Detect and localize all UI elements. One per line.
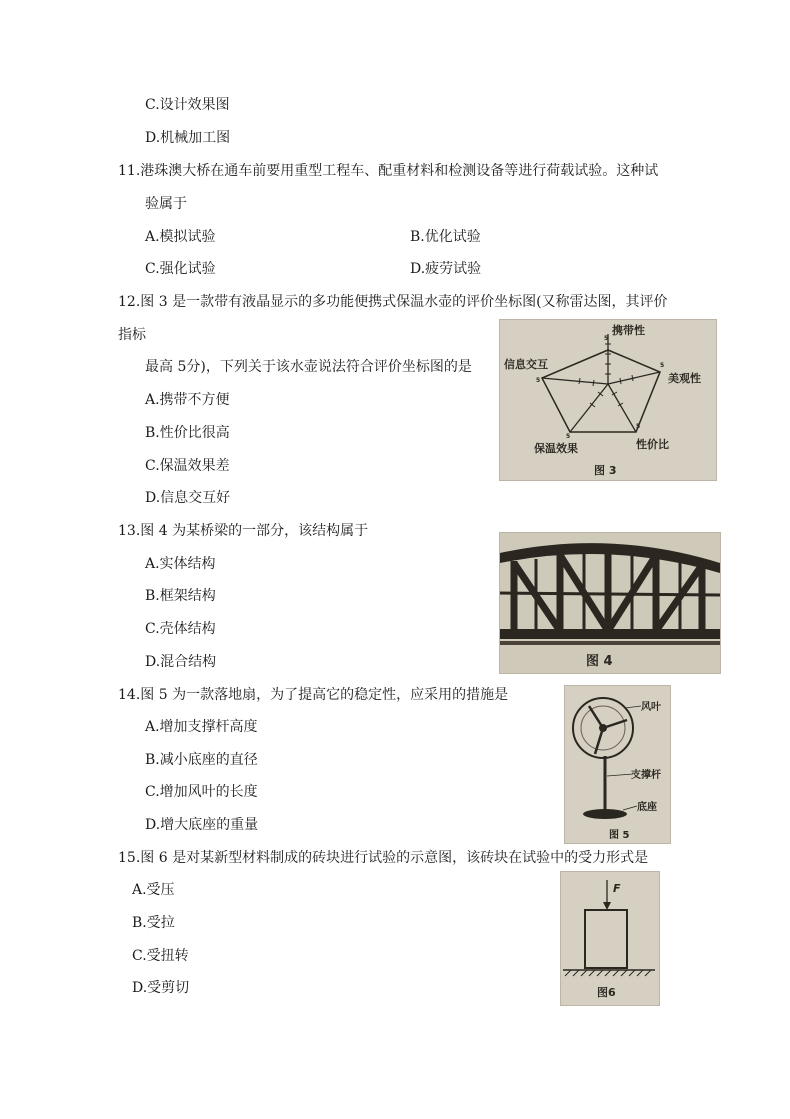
radar-max-top: 5: [604, 335, 609, 342]
radar-axis-bottom-left: [570, 384, 608, 432]
q13-option-d: D.混合结构: [145, 654, 217, 670]
q12-option-a: A.携带不方便: [145, 392, 230, 408]
q12-option-d: D.信息交互好: [145, 490, 231, 506]
q11-stem: 11.港珠澳大桥在通车前要用重型工程车、配重材料和检测设备等进行荷载试验。这种试: [118, 163, 659, 179]
q13-stem: 13.图 4 为某桥梁的一部分，该结构属于: [118, 523, 369, 539]
q13-option-a: A.实体结构: [145, 556, 216, 572]
q12-stem: 12.图 3 是一款带有液晶显示的多功能便携式保温水壶的评价坐标图(又称雷达图，其评价: [118, 294, 668, 310]
radar-axis-right: [608, 372, 660, 384]
q10-option-c: C.设计效果图: [145, 97, 230, 113]
q14-option-b: B.减小底座的直径: [145, 752, 258, 768]
figure-4-caption: 图 4: [586, 654, 613, 669]
radar-axis-bottom-right: [608, 384, 636, 432]
radar-label-interaction: 信息交互: [504, 358, 548, 371]
ground-hatching: [565, 970, 651, 976]
fan-label-base: 底座: [637, 802, 657, 813]
q14-stem: 14.图 5 为一款落地扇，为了提高它的稳定性，应采用的措施是: [118, 687, 509, 703]
q14-option-c: C.增加风叶的长度: [145, 784, 258, 800]
q15-option-a: A.受压: [132, 882, 175, 898]
figure-6-caption: 图6: [597, 986, 616, 999]
radar-label-insulation: 保温效果: [534, 442, 578, 455]
force-label: F: [613, 882, 621, 895]
radar-max-right: 5: [660, 362, 665, 369]
radar-max-left: 5: [536, 377, 541, 384]
figure-3-radar-chart: [499, 319, 717, 481]
q13-option-c: C.壳体结构: [145, 621, 216, 637]
q11-option-a: A.模拟试验: [145, 229, 216, 245]
figure-3-caption: 图 3: [594, 464, 617, 477]
figure-5-caption: 图 5: [609, 830, 630, 841]
q15-stem: 15.图 6 是对某新型材料制成的砖块进行试验的示意图，该砖块在试验中的受力形式是: [118, 850, 649, 866]
brick: [585, 910, 627, 968]
q14-option-a: A.增加支撑杆高度: [145, 719, 258, 735]
q11-option-c: C.强化试验: [145, 261, 216, 277]
radar-value-polygon: [542, 350, 660, 432]
radar-label-aesthetics: 美观性: [668, 372, 701, 385]
q15-option-c: C.受扭转: [132, 948, 189, 964]
q14-option-d: D.增大底座的重量: [145, 817, 259, 833]
q15-option-d: D.受剪切: [132, 980, 190, 996]
q13-option-b: B.框架结构: [145, 588, 216, 604]
q12-stem-cont2: 最高 5分)，下列关于该水壶说法符合评价坐标图的是: [145, 359, 472, 375]
q12-option-b: B.性价比很高: [145, 425, 230, 441]
radar-label-portability: 携带性: [612, 324, 645, 337]
radar-label-value: 性价比: [636, 438, 669, 451]
radar-axis-left: [542, 378, 608, 384]
q11-option-b: B.优化试验: [410, 229, 481, 245]
fan-label-blade: 风叶: [641, 702, 661, 713]
q15-option-b: B.受拉: [132, 915, 175, 931]
q11-option-d: D.疲劳试验: [410, 261, 482, 277]
q11-stem-cont: 验属于: [145, 196, 187, 212]
figure-5-floor-fan: [564, 685, 671, 844]
fan-label-pole: 支撑杆: [631, 770, 661, 781]
q12-stem-cont: 指标: [118, 327, 146, 343]
figure-4-bridge-truss: [499, 532, 721, 674]
q10-option-d: D.机械加工图: [145, 130, 231, 146]
q12-option-c: C.保温效果差: [145, 458, 230, 474]
figure-6-brick-test: [560, 871, 660, 1006]
radar-max-bottom-right: 5: [636, 423, 641, 430]
radar-max-bottom-left: 5: [566, 433, 571, 440]
